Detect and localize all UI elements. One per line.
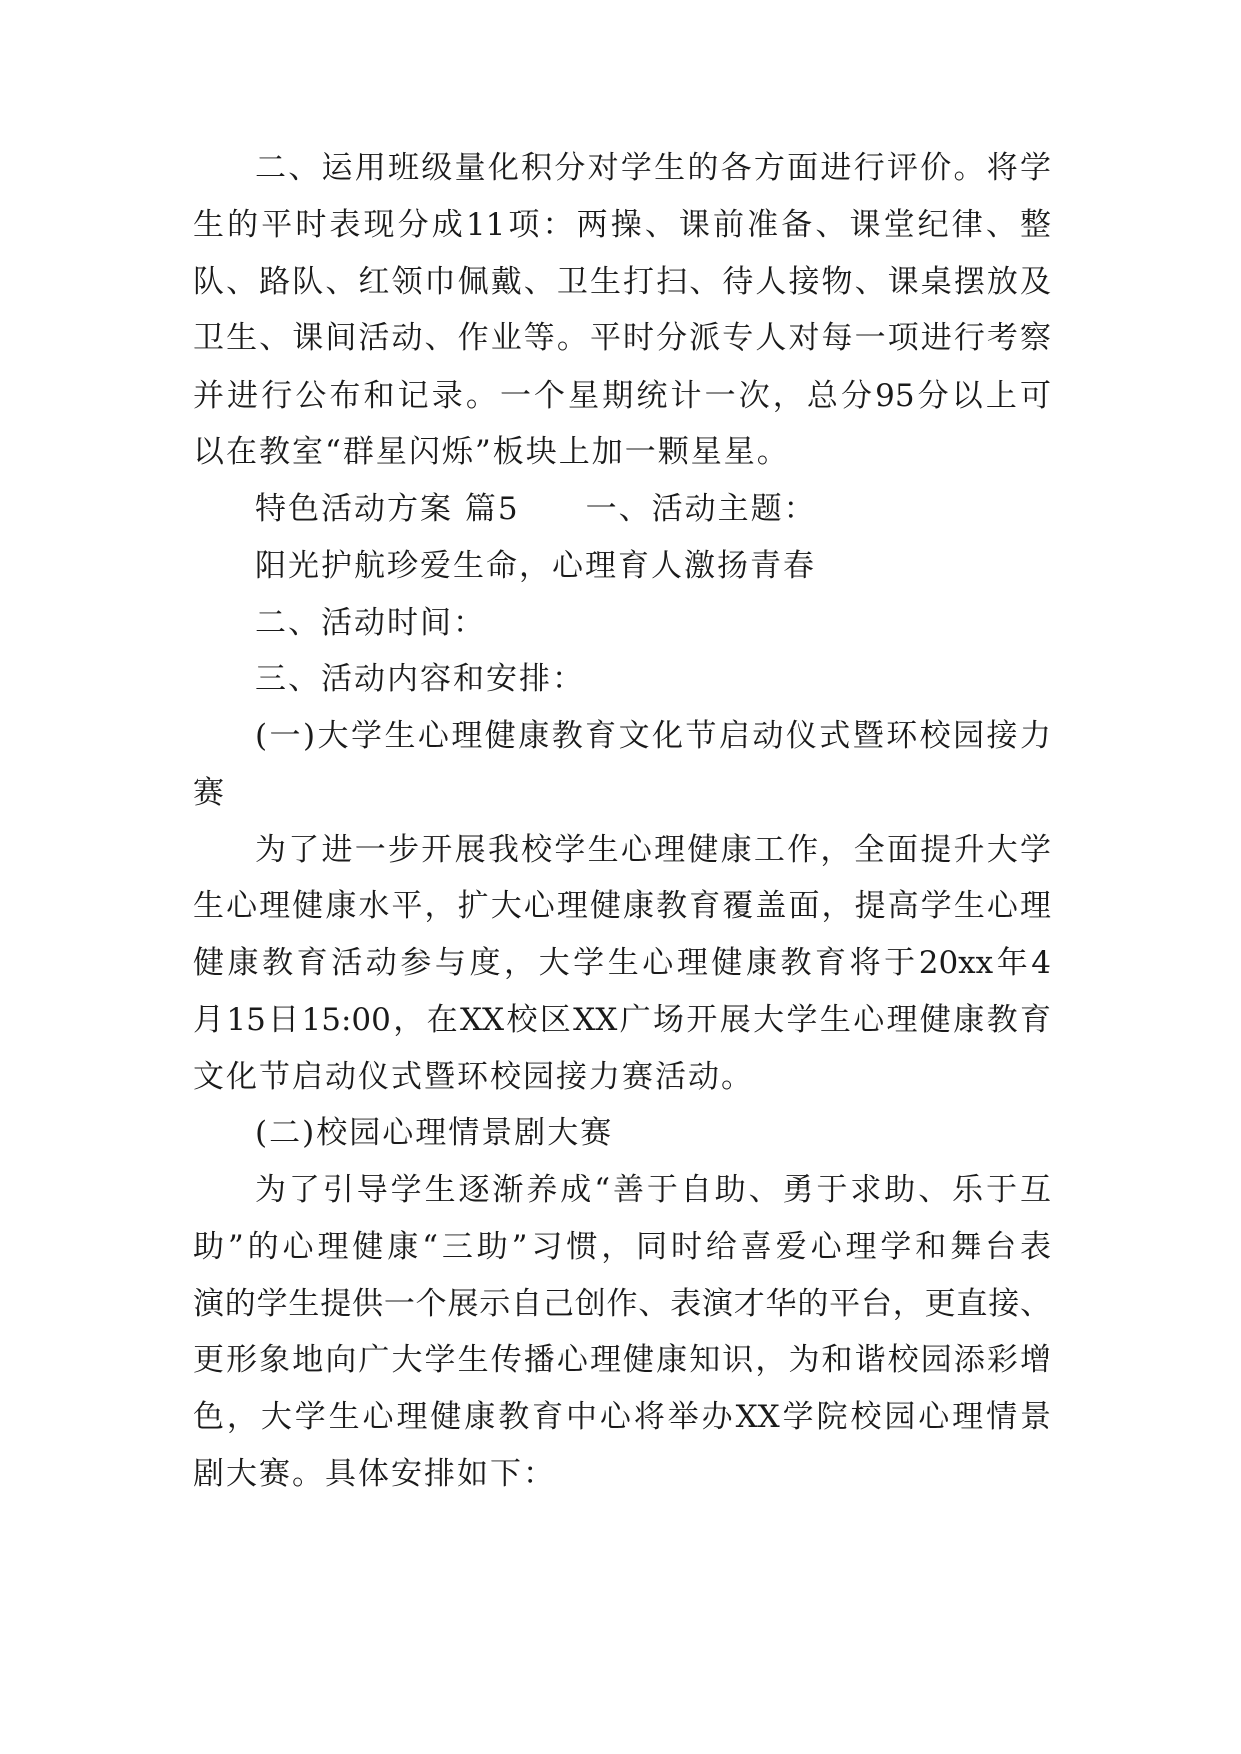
paragraph-line: 并进行公布和记录。一个星期统计一次，总分95分以上可 [193, 378, 1051, 414]
paragraph-line: 助”的心理健康“三助”习惯，同时给喜爱心理学和舞台表 [193, 1229, 1051, 1265]
paragraph-line: 为了引导学生逐渐养成“善于自助、勇于求助、乐于互 [255, 1172, 1051, 1208]
paragraph-line: 生的平时表现分成11项：两操、课前准备、课堂纪律、整 [193, 207, 1051, 243]
activity-time-heading: 二、活动时间： [255, 605, 486, 641]
paragraph-line: 为了进一步开展我校学生心理健康工作，全面提升大学 [255, 832, 1051, 868]
paragraph-line: 文化节启动仪式暨环校园接力赛活动。 [193, 1059, 754, 1095]
paragraph-line: 演的学生提供一个展示自己创作、表演才华的平台，更直接、 [193, 1286, 1051, 1322]
subsection-heading: (二)校园心理情景剧大赛 [255, 1115, 614, 1151]
activity-theme: 阳光护航珍爱生命，心理育人激扬青春 [255, 548, 816, 584]
document-page [193, 0, 1051, 1754]
paragraph-line: 队、路队、红领巾佩戴、卫生打扫、待人接物、课桌摆放及 [193, 264, 1051, 300]
paragraph-line: 色，大学生心理健康教育中心将举办XX学院校园心理情景 [193, 1399, 1051, 1435]
paragraph-line: 剧大赛。具体安排如下： [193, 1456, 556, 1492]
paragraph-line: 月15日15:00，在XX校区XX广场开展大学生心理健康教育 [193, 1002, 1051, 1038]
activity-content-heading: 三、活动内容和安排： [255, 661, 585, 697]
subsection-heading: (一)大学生心理健康教育文化节启动仪式暨环校园接力 [255, 718, 1051, 754]
paragraph-line: 更形象地向广大学生传播心理健康知识，为和谐校园添彩增 [193, 1342, 1051, 1378]
section-heading: 特色活动方案 篇5 一、活动主题： [255, 491, 817, 527]
paragraph-line: 以在教室“群星闪烁”板块上加一颗星星。 [193, 434, 790, 470]
paragraph-line: 卫生、课间活动、作业等。平时分派专人对每一项进行考察 [193, 320, 1051, 356]
paragraph-line: 二、运用班级量化积分对学生的各方面进行评价。将学 [255, 150, 1051, 186]
paragraph-line: 健康教育活动参与度，大学生心理健康教育将于20xx年4 [193, 945, 1051, 981]
subsection-heading-cont: 赛 [193, 775, 226, 811]
paragraph-line: 生心理健康水平，扩大心理健康教育覆盖面，提高学生心理 [193, 888, 1051, 924]
